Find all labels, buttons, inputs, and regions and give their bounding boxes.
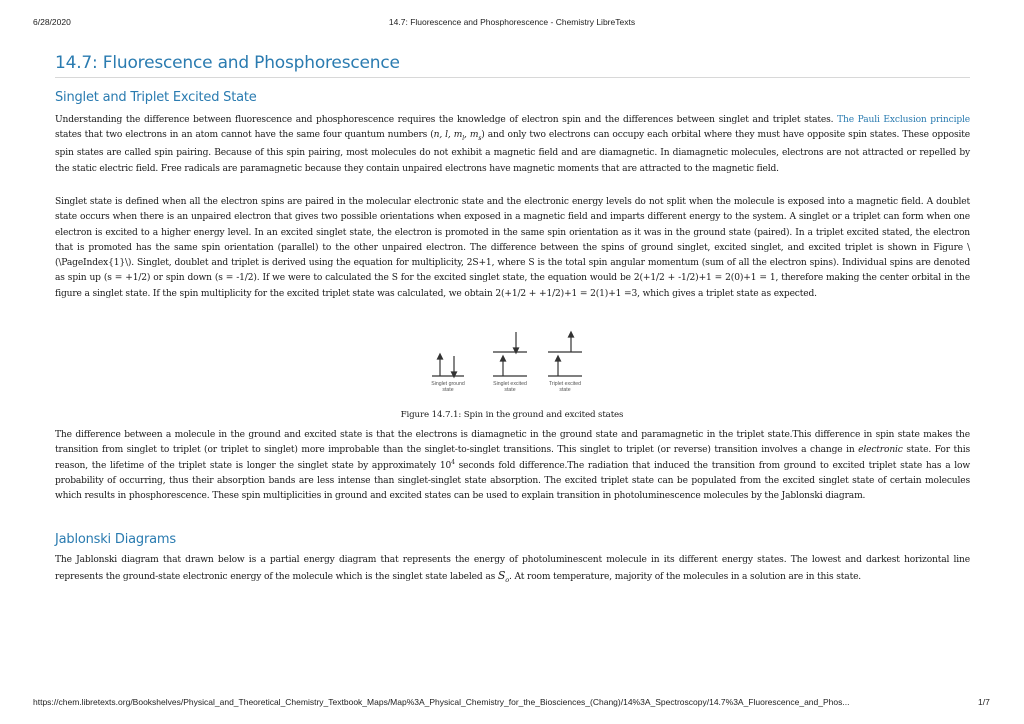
paragraph-singlet-definition: Singlet state is defined when all the electron spins are paired in the molecular electronic state and the electronic energy levels do not split when the molecule is exposed into a magnetic field. A doublet state occurs when there is an unpaired electron that gives two possible orientations when exposed in a magnetic field and imparts different energy to the system. A singlet or a triplet can form when one electron is excited to a higher energy level. In an excited singlet state, the electron is promoted in the same spin orientation as it was in the ground state (paired). In a triplet excited stated, the electron that is promoted has the same spin orientation (parallel) to the other unpaired electron. The difference between the spins of ground singlet, excited singlet, and excited triplet is shown in Figure \(\PageIndex{1}\). Singlet, doublet and triplet is derived using the equation for multiplicity, 2S+1, where S is the total spin angular momentum (sum of all the electron spins). Individual spins are denoted as spin up (s = +1/2) or spin down (s = -1/2). If we were to calculated the S for the excited singlet state, the equation would be 2(+1/2 + -1/2)+1 = 2(0)+1 = 1, therefore making the center orbital in the figure a singlet state. If the spin multiplicity for the excited triplet state was calculated, we obtain 2(+1/2 + +1/2)+1 = 2(1)+1 =3, which gives a triplet state as expected.	[55, 197, 970, 299]
paragraph-text: ) and only two electrons can occupy each orbital where they must have opposite spin states. These opposite spin states are called spin pairing. Because of this spin pairing, most molecules do not exhibit a magnetic field and are diamagnetic. In diamagnetic molecules, electrons are not attracted or repelled by the static electric field. Free radicals are paramagnetic because they contain unpaired electrons have magnetic moments that are attracted to the magnetic field.	[55, 130, 970, 174]
figure-label-singlet-ground: Singlet ground state	[431, 381, 465, 393]
paragraph-text: states that two electrons in an atom cannot have the same four quantum numbers (	[55, 130, 434, 141]
section-heading-singlet-triplet: Singlet and Triplet Excited State	[55, 90, 257, 105]
paragraph-text: The Jablonski diagram that drawn below is a partial energy diagram that represents the energy of photoluminescent molecule in its different energy states. The lowest and darkest horizontal line represents the ground-state electronic energy of the molecule which is the singlet state labeled as	[55, 555, 970, 583]
page-url: https://chem.libretexts.org/Bookshelves/Physical_and_Theoretical_Chemistry_Textbook_Maps/Map%3A_Physical_Chemistry_for_the_Biosciences_(Chang)/14%3A_Spectroscopy/14.7%3A_Fluorescence_and_Phos...	[33, 697, 850, 707]
quantum-numbers: n, l, $m_l$, $m_s$	[433, 130, 482, 143]
figure-label-singlet-excited: Singlet excited state	[493, 381, 527, 393]
paragraph-text: state. For this reason, the lifetime of the triplet state is longer the singlet state by approximately 10	[55, 445, 970, 471]
subscript: l	[462, 135, 465, 143]
superscript: 4	[451, 458, 455, 466]
symbol-s: S	[497, 569, 506, 583]
figure-caption: Figure 14.7.1: Spin in the ground and excited states	[400, 410, 624, 420]
page-number: 1/7	[978, 697, 990, 707]
subscript: o	[505, 576, 510, 585]
paragraph-text: Understanding the difference between fluorescence and phosphorescence requires the knowledge of electron spin and the differences between singlet and triplet states.	[55, 115, 838, 125]
section-heading-jablonski: Jablonski Diagrams	[55, 532, 176, 547]
paragraph-spin-intro	[55, 113, 970, 177]
paragraph-text: The difference between a molecule in the ground and excited state is that the electrons is diamagnetic in the ground state and paramagnetic in the triplet state.This difference in spin state makes the transition from singlet to triplet (or triplet to singlet) more improbable than the singlet-to-singlet transitions. This singlet to triplet (or reverse) transition involves a change in	[55, 430, 970, 456]
subscript: s	[478, 135, 482, 143]
paragraph-ground-vs-excited	[55, 428, 970, 504]
emphasis-electronic: electronic	[858, 445, 903, 456]
spin-states-figure	[430, 330, 600, 402]
s0-symbol	[497, 569, 510, 585]
print-date: 6/28/2020	[33, 17, 71, 27]
paragraph-jablonski-intro	[55, 553, 970, 589]
pauli-exclusion-link[interactable]: The Pauli Exclusion principle	[837, 115, 971, 125]
paragraph-text: seconds fold difference.The radiation that induced the transition from ground to excited triplet state has a low probability of occurring, thus their absorption bands are less intense than singlet-singlet state absorption. The excited triplet state can be populated from the excited singlet state of certain molecules which results in phosphorescence. These spin multiplicities in ground and excited states can be used to explain transition in photoluminescence molecules by the Jablonski diagram.	[55, 460, 970, 502]
page-title: 14.7: Fluorescence and Phosphorescence	[55, 53, 400, 73]
title-divider	[55, 77, 970, 78]
paragraph-text: . At room temperature, majority of the molecules in a solution are in this state.	[509, 572, 862, 583]
print-page-title: 14.7: Fluorescence and Phosphorescence - Chemistry LibreTexts	[388, 17, 636, 27]
print-header	[0, 17, 1024, 31]
figure-label-triplet-excited: Triplet excited state	[548, 381, 582, 393]
